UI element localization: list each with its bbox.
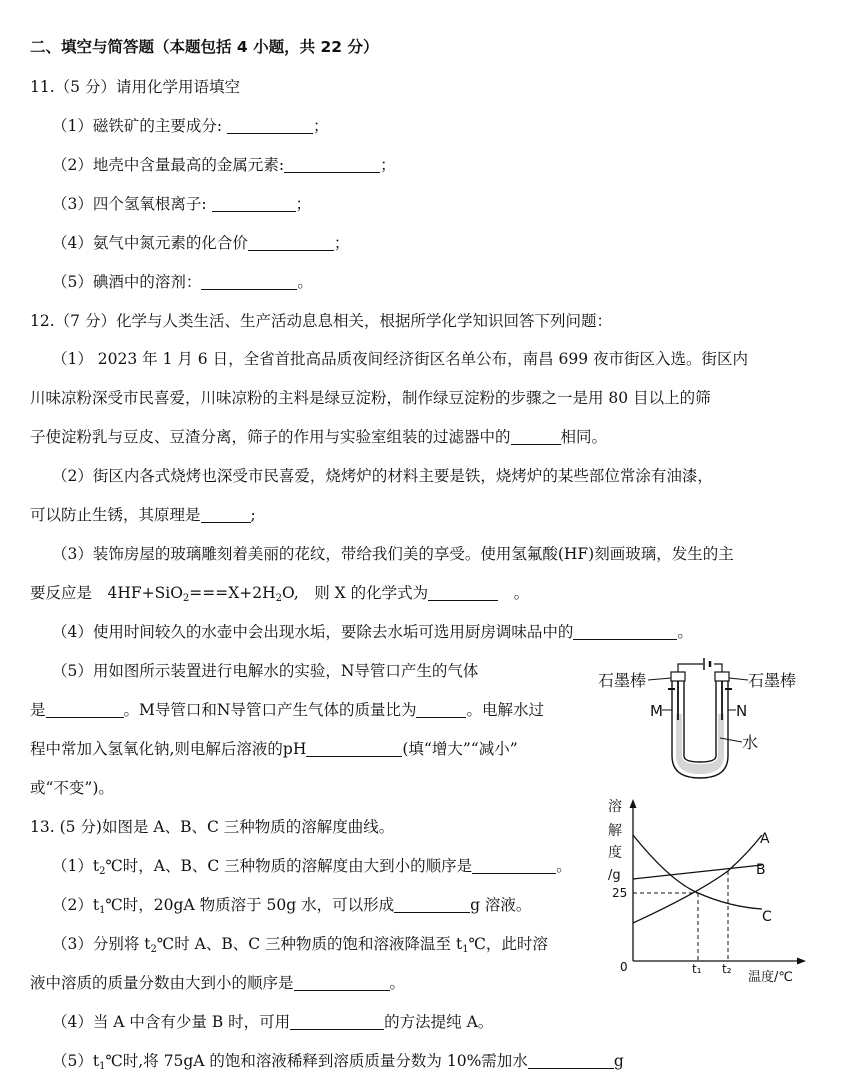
x-tick-t2: t₂ [722, 962, 732, 976]
q13-s5-end: g [613, 1052, 624, 1070]
q12-p2-end: ; [250, 506, 256, 524]
q11-item-3-text: （3）四个氢氧根离子: [52, 195, 207, 213]
q13-s2-end: g 溶液。 [470, 896, 532, 914]
q12-p4-text: （4）使用时间较久的水壶中会出现水垢，要除去水垢可选用厨房调味品中的 [52, 623, 574, 641]
q13-s4-end: 的方法提纯 A。 [384, 1013, 494, 1031]
y-label-char-3: 度 [608, 845, 622, 861]
q11-item-1-text: （1）磁铁矿的主要成分: [52, 117, 223, 135]
q12-p5-text-d: 程中常加入氢氧化钠,则电解后溶液的pH [30, 740, 307, 758]
q12-p5-line4: 或“不变”)。 [30, 779, 114, 797]
q13-s5-a: （5）t [52, 1052, 100, 1070]
q11-blank-2[interactable] [284, 156, 380, 173]
q11-item-5 [52, 271, 313, 293]
q13-s1-end: 。 [556, 857, 572, 875]
q11-end-5: 。 [297, 273, 313, 291]
q12-stem: 12.（7 分）化学与人类生活、生产活动息息相关，根据所学化学知识回答下列问题： [30, 312, 612, 330]
y-label-char-1: 溶 [608, 799, 622, 815]
q12-p5-line1: （5）用如图所示装置进行电解水的实验，N导管口产生的气体 [52, 662, 479, 680]
q12-blank-7[interactable] [306, 740, 402, 757]
tube-label-n: N [736, 702, 748, 720]
series-label-b: B [756, 862, 766, 878]
q12-p1-text: 子使淀粉乳与豆皮、豆渣分离，筛子的作用与实验室组装的过滤器中的 [30, 428, 511, 446]
q11-end-2: ； [380, 156, 396, 174]
q12-p5-line2 [30, 699, 544, 721]
q11-blank-1[interactable] [227, 117, 313, 134]
q13-s1-sub: 2 [99, 866, 106, 877]
q13-s5 [52, 1050, 624, 1072]
y-label-char-4: /g [608, 868, 621, 883]
q11-end-4: ； [333, 234, 350, 252]
q12-p3-line1: （3）装饰房屋的玻璃雕刻着美丽的花纹，带给我们美的享受。使用氢氟酸(HF)刻画玻璃，发生的主 [52, 545, 734, 563]
curve-b [633, 865, 762, 879]
q12-p1-end: 相同。 [560, 428, 608, 446]
q12-eq-part2: ===X+2H [189, 584, 276, 602]
q11-item-2 [52, 154, 396, 176]
q12-p2-text: 可以防止生锈，其原理是 [30, 506, 201, 524]
q12-p5-text-a: 是 [30, 701, 46, 719]
q12-p5-text-b: 。M导管口和N导管口产生气体的质量比为 [123, 701, 417, 719]
q13-blank-4[interactable] [290, 1013, 384, 1030]
q12-blank-4[interactable] [573, 623, 677, 640]
q12-blank-1[interactable] [511, 428, 561, 445]
tube-label-m: M [650, 702, 663, 720]
q12-blank-5[interactable] [46, 701, 124, 718]
q12-blank-3[interactable] [428, 584, 498, 601]
q11-blank-3[interactable] [212, 195, 296, 212]
q12-eq-sub2: 2 [275, 593, 283, 604]
q13-s4-a: （4）当 A 中含有少量 B 时，可用 [52, 1013, 291, 1031]
series-label-a: A [760, 831, 770, 847]
q11-item-3 [52, 193, 311, 215]
q13-stem: 13. (5 分)如图是 A、B、C 三种物质的溶解度曲线。 [30, 818, 395, 836]
section-title: 二、填空与简答题（本题包括 4 小题，共 22 分） [30, 38, 379, 56]
q13-s3-b: ℃时 A、B、C 三种物质的饱和溶液降温至 t [156, 935, 463, 953]
q13-s3-end: 。 [389, 974, 406, 992]
q12-p1-line2: 川味凉粉深受市民喜爱，川味凉粉的主料是绿豆淀粉，制作绿豆淀粉的步骤之一是用 80 目以上的筛 [30, 389, 711, 407]
q12-p5-text-e: (填“增大”“减小” [402, 740, 518, 758]
q13-s4 [52, 1011, 493, 1033]
q11-item-4-text: （4）氨气中氮元素的化合价 [52, 234, 248, 252]
q12-eq-part3: O, 则 X 的化学式为 [282, 584, 429, 602]
q11-item-2-text: （2）地壳中含量最高的金属元素: [52, 156, 285, 174]
q13-s5-b: ℃时,将 75gA 的饱和溶液稀释到溶质质量分数为 10%需加水 [105, 1052, 528, 1070]
q13-s3-line1 [52, 933, 548, 955]
q12-p2-line2 [30, 504, 256, 526]
q12-p1-line1: （1） 2023 年 1 月 6 日，全省首批高品质夜间经济街区名单公布，南昌 699 夜市街区入选。街区内 [52, 350, 749, 368]
q11-end-1: ； [313, 117, 329, 135]
origin-label: 0 [620, 960, 628, 974]
series-label-c: C [762, 909, 772, 925]
q11-end-3: ； [295, 195, 312, 213]
q13-s5-sub: 1 [99, 1061, 106, 1072]
q12-p3-line2 [30, 582, 529, 604]
q12-blank-2[interactable] [201, 506, 251, 523]
q13-s2 [52, 894, 531, 916]
q13-s2-sub: 1 [99, 905, 106, 916]
water-label: 水 [742, 733, 759, 752]
q11-stem: 11.（5 分）请用化学用语填空 [30, 78, 240, 96]
q13-s2-b: ℃时，20gA 物质溶于 50g 水，可以形成 [105, 896, 395, 914]
q13-blank-3[interactable] [294, 974, 390, 991]
q11-blank-4[interactable] [248, 234, 334, 251]
q12-p5-line3 [30, 738, 518, 760]
q11-item-5-text: （5）碘酒中的溶剂： [52, 273, 202, 291]
electrolysis-apparatus-figure [598, 656, 814, 780]
q13-blank-5[interactable] [528, 1052, 614, 1069]
q12-p5-text-c: 。电解水过 [466, 701, 544, 719]
q12-p2-line1: （2）街区内各式烧烤也深受市民喜爱，烧烤炉的材料主要是铁，烧烤炉的某些部位常涂有油漆， [52, 467, 713, 485]
solubility-chart [600, 795, 824, 991]
q12-eq-part1: 要反应是 4HF+SiO [30, 584, 183, 602]
x-tick-t1: t₁ [692, 962, 702, 976]
q13-s1 [52, 855, 572, 877]
q13-blank-1[interactable] [472, 857, 556, 874]
q13-blank-2[interactable] [394, 896, 470, 913]
q11-blank-5[interactable] [201, 273, 297, 290]
q13-s1-b: ℃时，A、B、C 三种物质的溶解度由大到小的顺序是 [105, 857, 473, 875]
q13-s2-a: （2）t [52, 896, 100, 914]
electrode-label-left: 石墨棒 [598, 671, 647, 690]
q13-s3-d: 液中溶质的质量分数由大到小的顺序是 [30, 974, 294, 992]
x-axis-label: 温度/℃ [748, 970, 793, 985]
q13-s3-sub1: 2 [150, 944, 157, 955]
q11-item-1 [52, 115, 329, 137]
q12-p4 [52, 621, 693, 643]
q13-s3-line2 [30, 972, 405, 994]
q13-s3-a: （3）分别将 t [52, 935, 151, 953]
y-tick-25: 25 [612, 886, 628, 900]
electrode-label-right: 石墨棒 [748, 671, 797, 690]
y-label-char-2: 解 [608, 823, 622, 839]
q12-blank-6[interactable] [416, 701, 466, 718]
q12-p4-end: 。 [677, 623, 693, 641]
q12-p3-end: 。 [498, 584, 530, 602]
q13-s1-a: （1）t [52, 857, 100, 875]
q12-eq-sub1: 2 [182, 593, 190, 604]
x-axis-arrow-icon [797, 958, 806, 965]
q12-p1-line3 [30, 426, 607, 448]
q13-s3-sub2: 1 [462, 944, 469, 955]
q11-item-4 [52, 232, 349, 254]
q13-s3-c: ℃，此时溶 [468, 935, 548, 953]
y-axis-arrow-icon [630, 799, 637, 808]
